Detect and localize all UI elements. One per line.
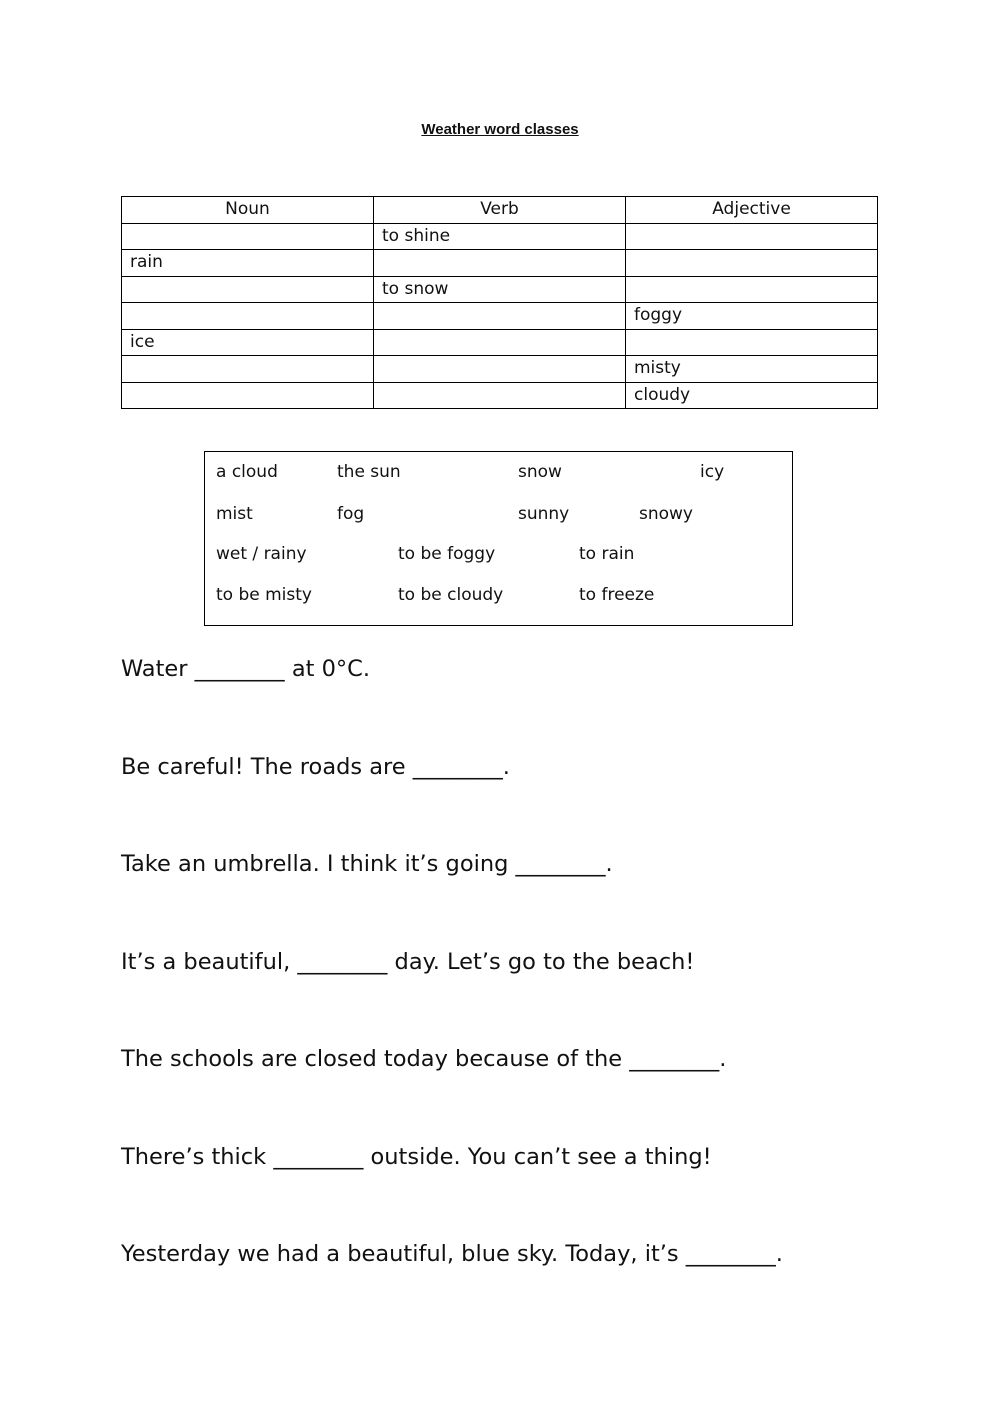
table-cell[interactable]: cloudy: [626, 382, 878, 409]
word-bank-item: snowy: [639, 504, 693, 524]
word-bank-item: icy: [700, 462, 725, 482]
table-cell[interactable]: [122, 356, 374, 383]
word-bank-item: to be foggy: [398, 544, 496, 564]
table-cell[interactable]: to shine: [374, 223, 626, 250]
table-row: [122, 303, 878, 330]
table-header-row: [122, 197, 878, 224]
sentence-4: It’s a beautiful, ________ day. Let’s go to the beach!: [121, 949, 695, 975]
header-verb: Verb: [374, 197, 626, 224]
table-cell[interactable]: [626, 223, 878, 250]
table-cell[interactable]: to snow: [374, 276, 626, 303]
table-cell[interactable]: [122, 382, 374, 409]
table-cell[interactable]: rain: [122, 250, 374, 277]
word-bank-box: [204, 451, 793, 626]
word-bank-item: to freeze: [579, 585, 655, 605]
worksheet-title: Weather word classes: [421, 121, 579, 138]
sentence-2: Be careful! The roads are ________.: [121, 754, 510, 780]
table-cell[interactable]: [374, 356, 626, 383]
header-noun: Noun: [122, 197, 374, 224]
table-cell[interactable]: [374, 329, 626, 356]
word-bank-item: mist: [216, 504, 253, 524]
table-cell[interactable]: [122, 223, 374, 250]
table-cell[interactable]: [626, 329, 878, 356]
table-cell[interactable]: [626, 276, 878, 303]
word-bank-item: a cloud: [216, 462, 278, 482]
table-cell[interactable]: [374, 250, 626, 277]
word-class-table: [121, 196, 878, 409]
table-row: [122, 276, 878, 303]
header-adjective: Adjective: [626, 197, 878, 224]
table-cell[interactable]: [122, 303, 374, 330]
table-cell[interactable]: [626, 250, 878, 277]
word-bank-item: fog: [337, 504, 365, 524]
table-cell[interactable]: foggy: [626, 303, 878, 330]
table-row: [122, 223, 878, 250]
table-row: [122, 356, 878, 383]
sentence-5: The schools are closed today because of the ________.: [121, 1046, 727, 1072]
sentence-1: Water ________ at 0°C.: [121, 656, 371, 682]
table-cell[interactable]: [122, 276, 374, 303]
word-bank-item: the sun: [337, 462, 401, 482]
table-cell[interactable]: misty: [626, 356, 878, 383]
word-bank-item: sunny: [518, 504, 570, 524]
table-row: [122, 250, 878, 277]
word-bank-item: snow: [518, 462, 562, 482]
word-bank-item: to be misty: [216, 585, 312, 605]
word-bank-item: wet / rainy: [216, 544, 307, 564]
table-cell[interactable]: [374, 303, 626, 330]
table-cell[interactable]: ice: [122, 329, 374, 356]
table-row: [122, 329, 878, 356]
table-row: [122, 382, 878, 409]
sentence-7: Yesterday we had a beautiful, blue sky. Today, it’s ________.: [121, 1241, 783, 1267]
sentence-3: Take an umbrella. I think it’s going ________.: [121, 851, 613, 877]
word-bank-item: to rain: [579, 544, 635, 564]
sentence-6: There’s thick ________ outside. You can’t see a thing!: [121, 1144, 712, 1170]
table-cell[interactable]: [374, 382, 626, 409]
word-bank-item: to be cloudy: [398, 585, 504, 605]
